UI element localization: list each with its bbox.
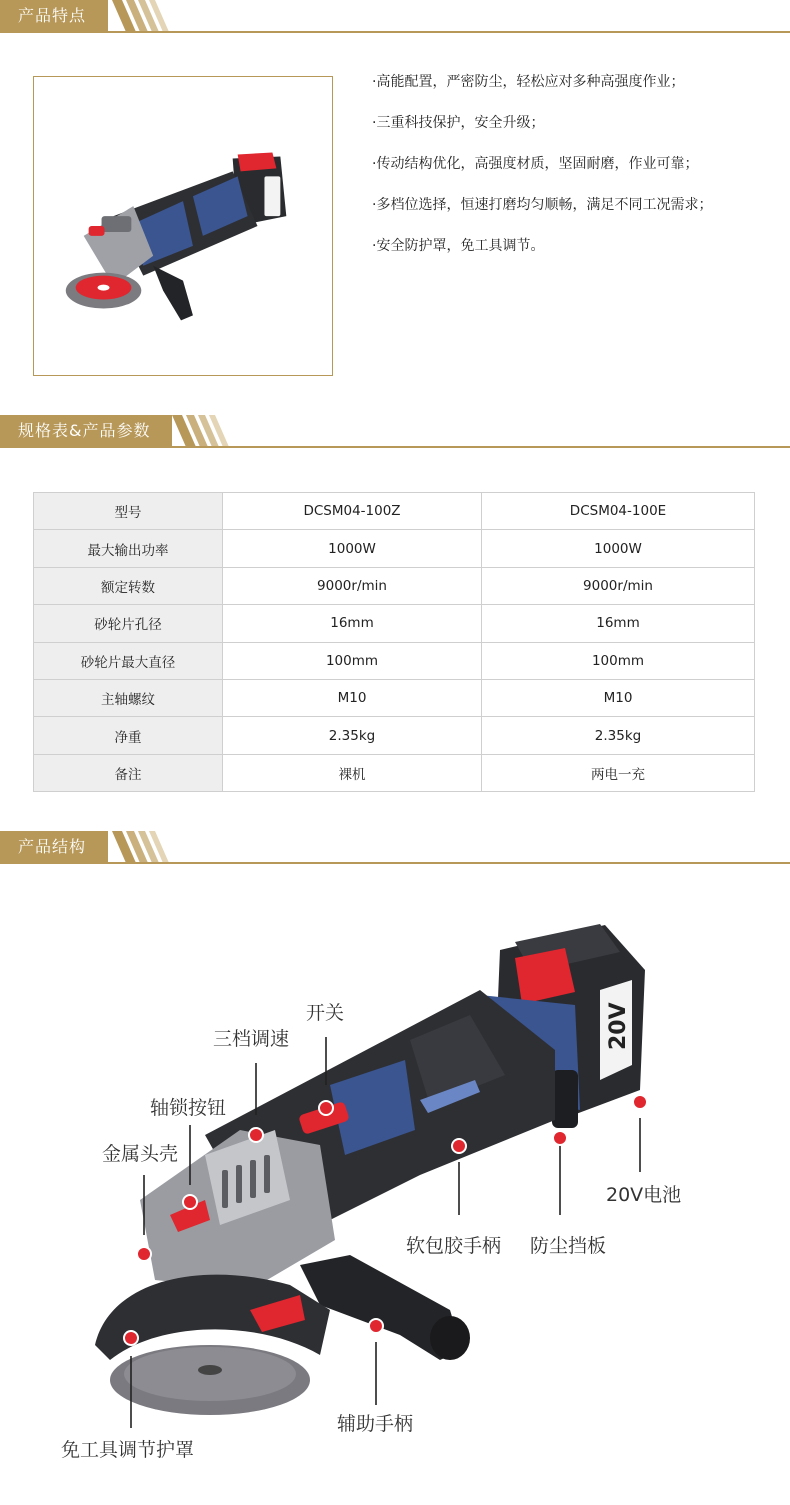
spec-key: 砂轮片最大直径: [34, 642, 223, 679]
spec-value: M10: [223, 679, 482, 716]
feature-item: ·传动结构优化，高强度材质，坚固耐磨，作业可靠；: [372, 156, 699, 172]
stripes-decoration: [112, 831, 172, 863]
table-row: [34, 605, 755, 642]
spec-key: 额定转数: [34, 567, 223, 604]
marker-dust-guard: [553, 1131, 567, 1145]
table-row: [34, 679, 755, 716]
callout-lock-button: 轴锁按钮: [150, 1097, 227, 1119]
feature-item: ·高能配置，严密防尘，轻松应对多种高强度作业；: [372, 74, 685, 90]
feature-item: ·多档位选择，恒速打磨均匀顺畅，满足不同工况需求；: [372, 197, 713, 213]
spec-value: 2.35kg: [223, 717, 482, 754]
feature-item: ·三重科技保护，安全升级；: [372, 115, 545, 131]
spec-key: 砂轮片孔径: [34, 605, 223, 642]
spec-value: 两电一充: [482, 754, 755, 791]
section-header-spec: [0, 415, 790, 449]
spec-value: M10: [482, 679, 755, 716]
spec-value: 100mm: [482, 642, 755, 679]
table-row: [34, 754, 755, 791]
marker-switch: [319, 1101, 333, 1115]
section-header-features: [0, 0, 790, 34]
spec-key: 净重: [34, 717, 223, 754]
product-structure: [0, 880, 790, 1500]
section-rule: [0, 31, 790, 33]
stripes-decoration: [172, 415, 232, 447]
callout-soft-grip: 软包胶手柄: [406, 1235, 502, 1257]
spec-value: 1000W: [223, 530, 482, 567]
marker-soft-grip: [452, 1139, 466, 1153]
spec-key: 最大输出功率: [34, 530, 223, 567]
callout-switch: 开关: [306, 1002, 345, 1024]
table-row: [34, 530, 755, 567]
marker-metal-head: [137, 1247, 151, 1261]
angle-grinder-image: [34, 77, 332, 375]
feature-item: ·安全防护罩，免工具调节。: [372, 238, 545, 254]
spec-value: 9000r/min: [223, 567, 482, 604]
spec-value: 2.35kg: [482, 717, 755, 754]
marker-guard: [124, 1331, 138, 1345]
spec-value: 100mm: [223, 642, 482, 679]
section-title-spec: 规格表&产品参数: [0, 415, 172, 447]
stripes-decoration: [112, 0, 172, 32]
callout-aux-handle: 辅助手柄: [337, 1413, 414, 1435]
section-title-structure: 产品结构: [0, 831, 108, 863]
callout-metal-head: 金属头壳: [102, 1143, 179, 1165]
marker-lock-button: [183, 1195, 197, 1209]
product-image-frame: [33, 76, 333, 376]
spec-key: 主轴螺纹: [34, 679, 223, 716]
battery-voltage-label: 20V: [606, 1002, 631, 1050]
spec-value: 16mm: [482, 605, 755, 642]
callout-speed: 三档调速: [213, 1028, 290, 1050]
section-rule: [0, 862, 790, 864]
table-row: [34, 493, 755, 530]
table-row: [34, 567, 755, 604]
section-title-features: 产品特点: [0, 0, 108, 32]
spec-value: DCSM04-100Z: [223, 493, 482, 530]
callout-guard: 免工具调节护罩: [61, 1439, 195, 1461]
marker-speed: [249, 1128, 263, 1142]
marker-battery: [633, 1095, 647, 1109]
table-row: [34, 642, 755, 679]
spec-value: 裸机: [223, 754, 482, 791]
spec-key: 型号: [34, 493, 223, 530]
table-row: [34, 717, 755, 754]
feature-list: [372, 72, 772, 277]
spec-value: 9000r/min: [482, 567, 755, 604]
spec-value: DCSM04-100E: [482, 493, 755, 530]
callout-battery: 20V电池: [606, 1184, 682, 1206]
spec-table: [33, 492, 755, 792]
section-rule: [0, 446, 790, 448]
marker-aux-handle: [369, 1319, 383, 1333]
section-header-structure: [0, 831, 790, 865]
spec-key: 备注: [34, 754, 223, 791]
callout-dust-guard: 防尘挡板: [530, 1235, 607, 1257]
spec-value: 16mm: [223, 605, 482, 642]
spec-value: 1000W: [482, 530, 755, 567]
